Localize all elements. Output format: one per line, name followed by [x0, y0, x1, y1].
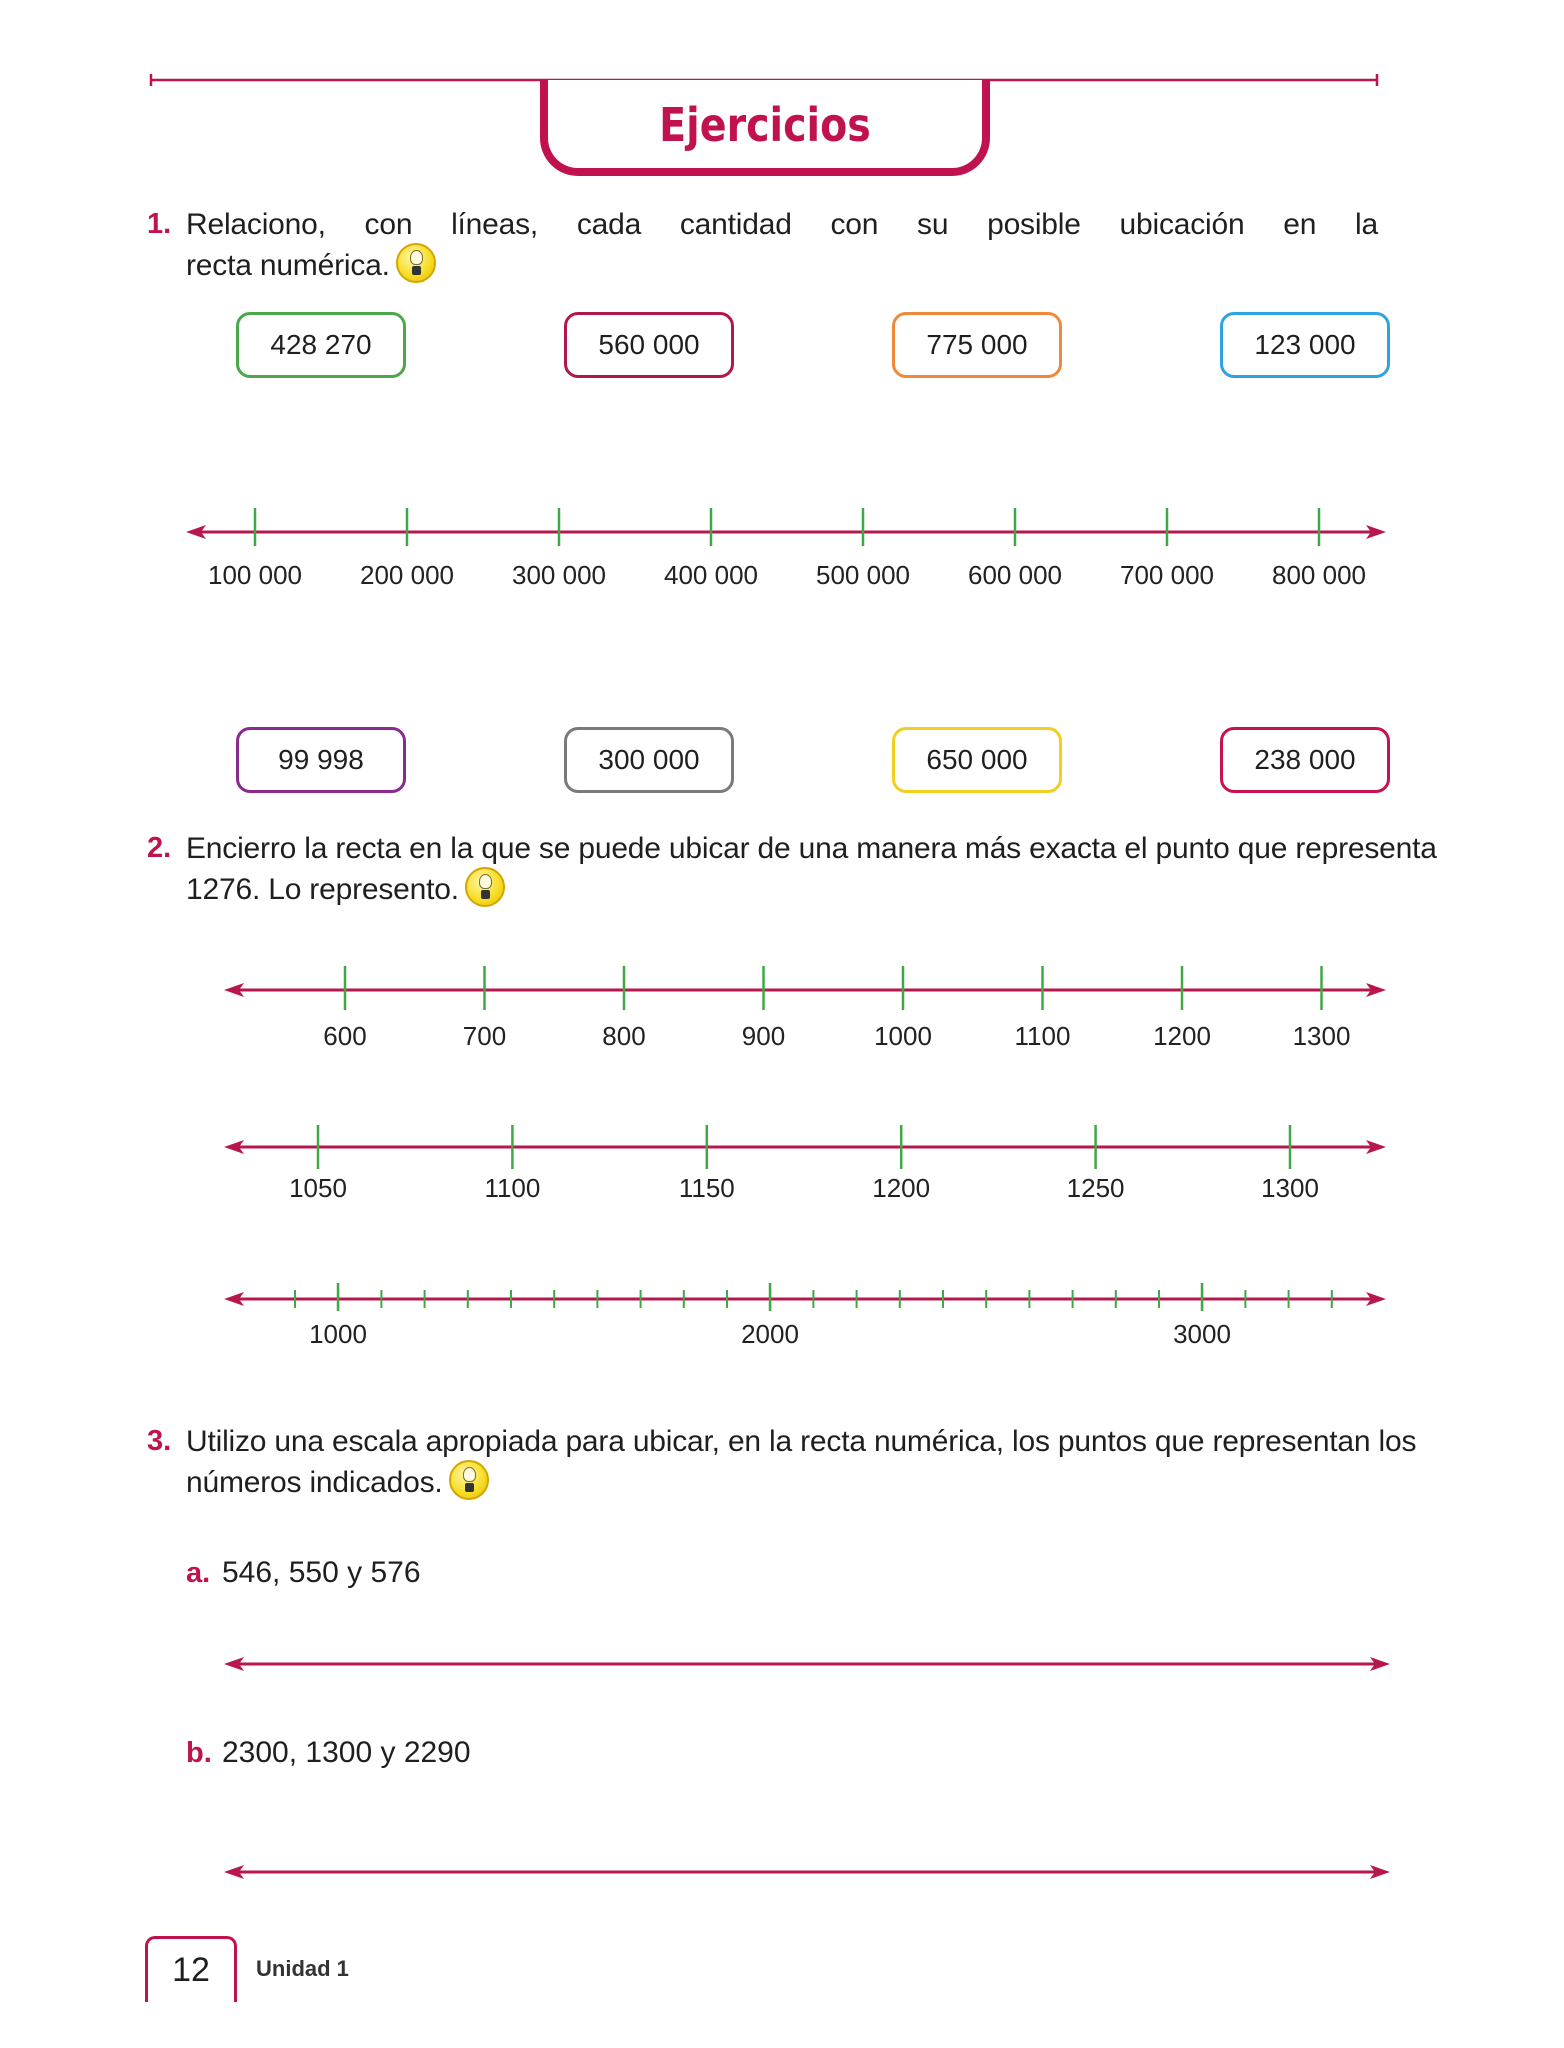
question-1-text-line1	[186, 204, 1378, 245]
tick-label: 700 000	[1120, 560, 1214, 590]
number-line-q1	[186, 508, 1386, 590]
question-1-word: con	[364, 208, 413, 241]
question-2-text-line2	[186, 869, 505, 911]
tick-label: 2000	[741, 1319, 799, 1349]
tick-label: 1300	[1261, 1173, 1319, 1203]
tick-label: 1100	[484, 1173, 541, 1203]
number-line-q3-b[interactable]	[224, 1865, 1390, 1879]
question-1-word: posible	[987, 208, 1081, 241]
number-box[interactable]: 428 270	[236, 312, 406, 378]
unit-label: Unidad 1	[256, 1956, 349, 1981]
tick-label: 200 000	[360, 560, 454, 590]
number-line-q2-c[interactable]	[224, 1283, 1386, 1349]
page-number: 12	[145, 1936, 237, 2002]
question-1-line2: recta numérica.	[186, 249, 390, 282]
question-1-text-line2	[186, 245, 436, 287]
tick-label: 1200	[1153, 1021, 1211, 1051]
number-box[interactable]: 238 000	[1220, 727, 1390, 793]
item-b-letter: b.	[186, 1737, 212, 1769]
tick-label: 1150	[678, 1173, 735, 1203]
question-1-word: su	[917, 208, 949, 241]
lightbulb-icon	[449, 1460, 489, 1500]
tick-label: 1050	[289, 1173, 347, 1203]
question-1-word: la	[1354, 208, 1378, 241]
question-3-number: 3.	[147, 1425, 172, 1457]
question-1-word: cada	[576, 208, 642, 241]
question-3-text-line2	[186, 1462, 489, 1504]
question-1-word: Relaciono,	[186, 208, 326, 241]
question-2-number: 2.	[147, 832, 172, 864]
number-box[interactable]: 560 000	[564, 312, 734, 378]
question-2-line2: 1276. Lo represento.	[186, 873, 459, 906]
question-1-number: 1.	[147, 208, 172, 240]
tick-label: 1000	[874, 1021, 932, 1051]
number-line-q2-a[interactable]	[224, 966, 1386, 1051]
tick-label: 3000	[1173, 1319, 1231, 1349]
question-1-word: en	[1283, 208, 1317, 241]
number-box[interactable]: 123 000	[1220, 312, 1390, 378]
tick-label: 300 000	[512, 560, 606, 590]
number-line-q2-b[interactable]	[224, 1125, 1386, 1203]
tick-label: 1300	[1292, 1021, 1351, 1051]
question-3-text-line1: Utilizo una escala apropiada para ubicar, en la recta numérica, los puntos que representan los	[186, 1425, 1417, 1458]
item-a-letter: a.	[186, 1557, 211, 1589]
tick-label: 700	[462, 1021, 507, 1051]
tick-label: 1100	[1014, 1021, 1071, 1051]
tick-label: 1000	[309, 1319, 367, 1349]
question-1-word: líneas,	[451, 208, 539, 241]
number-box[interactable]: 650 000	[892, 727, 1062, 793]
number-box[interactable]: 775 000	[892, 312, 1062, 378]
tick-label: 800	[602, 1021, 646, 1051]
tick-label: 600	[323, 1021, 367, 1051]
tick-label: 500 000	[816, 560, 910, 590]
tick-label: 100 000	[208, 560, 302, 590]
tick-label: 800 000	[1272, 560, 1366, 590]
lightbulb-icon	[465, 867, 505, 907]
number-line-q3-a[interactable]	[224, 1657, 1390, 1671]
tick-label: 900	[741, 1021, 786, 1051]
item-a-text: 546, 550 y 576	[222, 1556, 421, 1589]
tick-label: 1200	[872, 1173, 931, 1203]
lightbulb-icon	[396, 243, 436, 283]
question-1-word: con	[830, 208, 879, 241]
item-b-text: 2300, 1300 y 2290	[222, 1736, 471, 1769]
question-1-word: cantidad	[679, 208, 792, 241]
tick-label: 400 000	[664, 560, 758, 590]
number-box[interactable]: 99 998	[236, 727, 406, 793]
question-1-word: ubicación	[1119, 208, 1245, 241]
question-3-line2: números indicados.	[186, 1466, 443, 1499]
number-box[interactable]: 300 000	[564, 727, 734, 793]
question-2-text-line1: Encierro la recta en la que se puede ubicar de una manera más exacta el punto que representa	[186, 832, 1437, 865]
tick-label: 1250	[1066, 1173, 1125, 1203]
tick-label: 600 000	[968, 560, 1062, 590]
page-title: Ejercicios	[659, 98, 871, 152]
